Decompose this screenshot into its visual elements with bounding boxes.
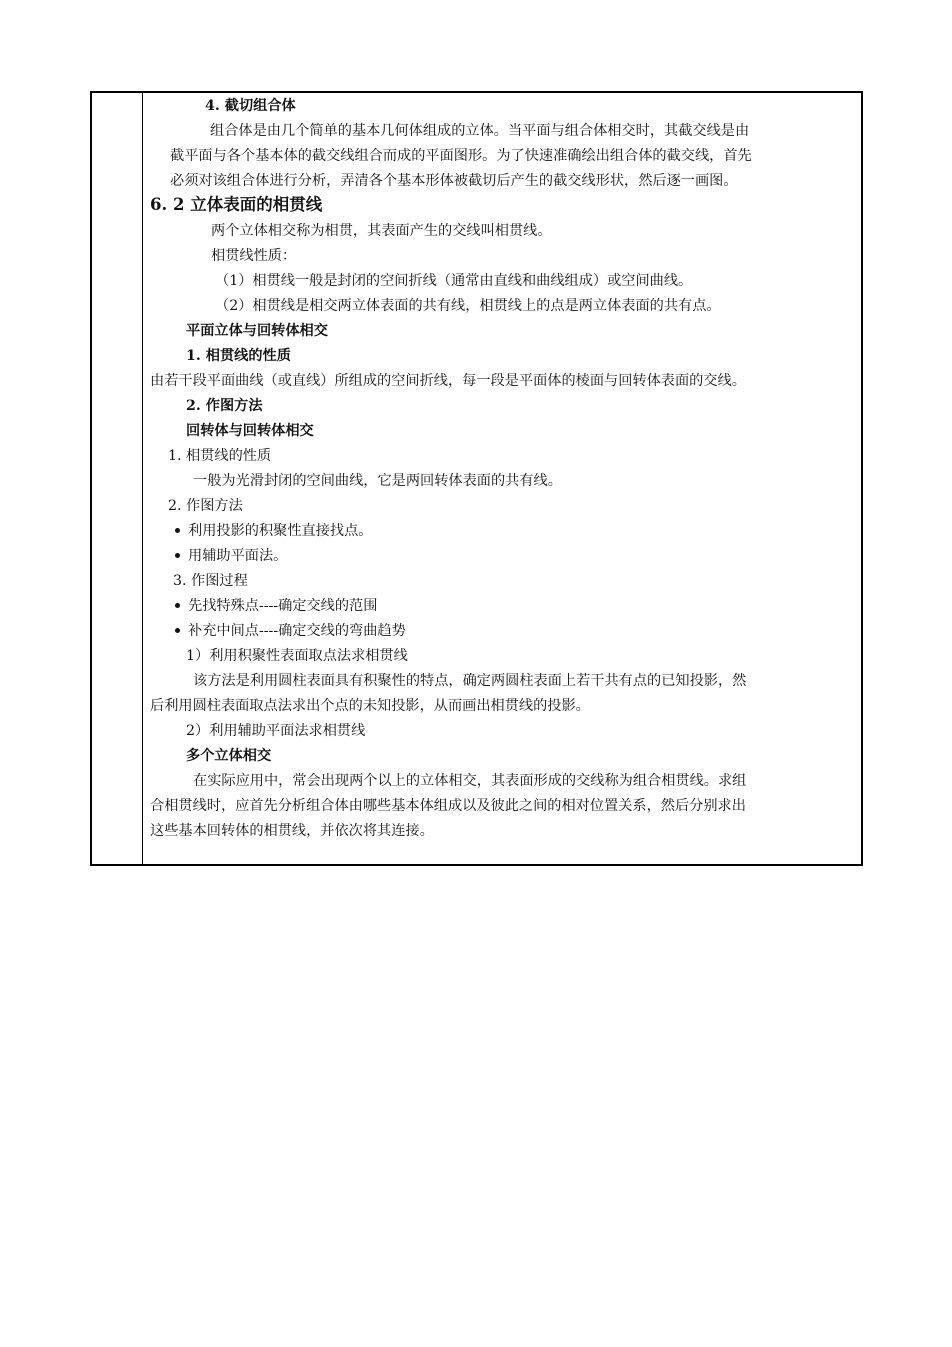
paragraph-line: 该方法是利用圆柱表面具有积聚性的特点，确定两圆柱表面上若干共有点的已知投影，然 [193,673,747,689]
paragraph-line: 在实际应用中，常会出现两个以上的立体相交，其表面形成的交线称为组合相贯线。求组 [193,773,747,789]
heading-revolve-revolve: 回转体与回转体相交 [186,423,314,439]
paragraph-line: 两个立体相交称为相贯，其表面产生的交线叫相贯线。 [211,223,552,239]
left-column-cell [92,93,143,864]
paragraph-line: 一般为光滑封闭的空间曲线，它是两回转体表面的共有线。 [193,473,562,489]
paragraph-line: 后利用圆柱表面取点法求出个点的未知投影，从而画出相贯线的投影。 [150,698,590,714]
paragraph-line: 截平面与各个基本体的截交线组合而成的平面图形。为了快速准确绘出组合体的截交线，首先 [170,148,752,164]
paragraph-line: 组合体是由几个简单的基本几何体组成的立体。当平面与组合体相交时，其截交线是由 [210,123,750,139]
bullet-item [175,522,372,540]
document-table [90,91,863,866]
bullet-dot-icon [175,553,180,558]
property-item-1: （1）相贯线一般是封闭的空间折线（通常由直线和曲线组成）或空间曲线。 [215,273,693,289]
heading-drawing-method: 2. 作图方法 [186,398,263,414]
subheading-process: 3. 作图过程 [173,573,248,589]
bullet-text: 利用投影的积聚性直接找点。 [188,523,373,539]
paragraph-line: 由若干段平面曲线（或直线）所组成的空间折线，每一段是平面体的棱面与回转体表面的交线。 [150,373,746,389]
bullet-text: 用辅助平面法。 [188,548,288,564]
heading-intersect-properties: 1. 相贯线的性质 [186,348,291,364]
paragraph-line: 必须对该组合体进行分析，弄清各个基本形体被截切后产生的截交线形状，然后逐一画图。 [170,173,738,189]
heading-multi-intersection: 多个立体相交 [186,748,272,764]
content-cell [143,93,861,864]
bullet-dot-icon [175,628,180,633]
paragraph-line: 这些基本回转体的相贯线，并依次将其连接。 [150,823,434,839]
bullet-item [175,622,406,640]
section-heading-6-2: 6. 2 立体表面的相贯线 [150,195,323,214]
subheading-method: 2. 作图方法 [168,498,243,514]
bullet-dot-icon [175,603,180,608]
subheading-step-1: 1）利用积聚性表面取点法求相贯线 [186,648,408,664]
bullet-item [175,547,287,565]
property-item-2: （2）相贯线是相交两立体表面的共有线，相贯线上的点是两立体表面的共有点。 [215,298,721,314]
subheading-properties: 1. 相贯线的性质 [168,448,272,464]
bullet-text: 补充中间点----确定交线的弯曲趋势 [188,623,406,639]
bullet-dot-icon [175,528,180,533]
subheading-step-2: 2）利用辅助平面法求相贯线 [186,723,366,739]
bullet-item [175,597,377,615]
paragraph-line: 相贯线性质： [211,248,297,264]
heading-cut-combination: 4. 截切组合体 [205,98,296,114]
heading-plane-revolve: 平面立体与回转体相交 [186,323,328,339]
bullet-text: 先找特殊点----确定交线的范围 [188,598,378,614]
paragraph-line: 合相贯线时，应首先分析组合体由哪些基本体组成以及彼此之间的相对位置关系，然后分别求出 [150,798,746,814]
